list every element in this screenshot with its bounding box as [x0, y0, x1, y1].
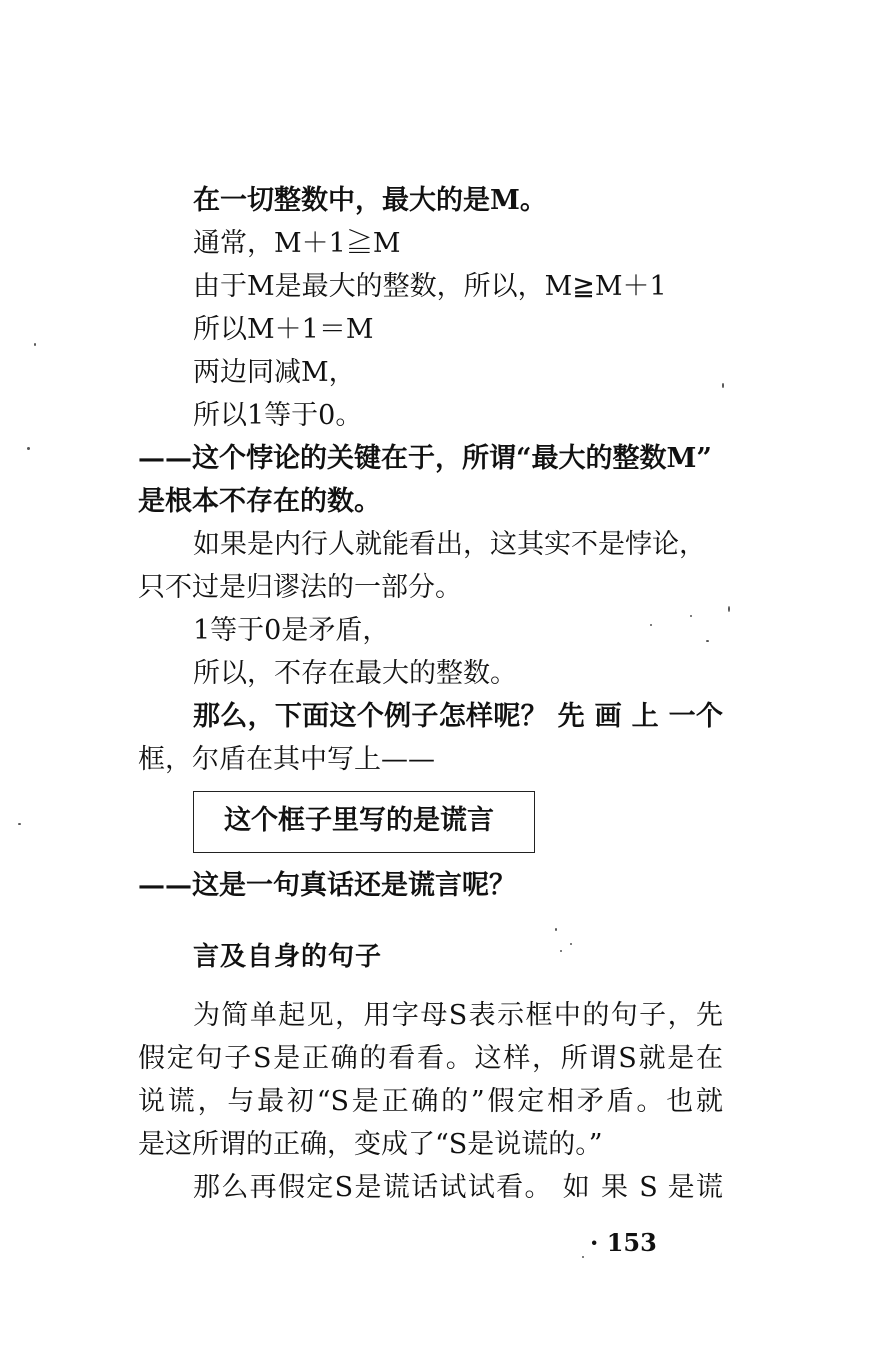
framed-sentence-box — [193, 791, 535, 853]
scan-speck — [690, 615, 692, 617]
text-line: 那么，下面这个例子怎样呢？ 先 画 上 一个 — [193, 701, 723, 732]
text-line: 只不过是归谬法的一部分。 — [138, 572, 462, 603]
scan-speck — [18, 823, 21, 825]
paragraph-line: 假定句子S是正确的看看。这样，所谓S就是在 — [138, 1043, 723, 1074]
scan-speck — [582, 1256, 584, 1258]
scan-speck — [555, 928, 557, 931]
text-line: 在一切整数中，最大的是M。 — [193, 185, 547, 216]
text-line: 框，尔盾在其中写上—— — [138, 744, 435, 775]
page-number: · 153 — [590, 1228, 657, 1257]
text-line: 所以1等于0。 — [193, 400, 363, 431]
scan-speck — [650, 624, 652, 626]
text-line: 如果是内行人就能看出，这其实不是悖论， — [193, 529, 706, 560]
text-line: 由于M是最大的整数，所以，M≧M＋1 — [193, 271, 667, 302]
scan-speck — [570, 943, 572, 945]
text-line: 两边同减M， — [193, 357, 356, 388]
text-line: ——这是一句真话还是谎言呢？ — [138, 870, 516, 901]
scan-speck — [560, 950, 562, 952]
scan-speck — [728, 606, 730, 612]
paragraph-line: 为简单起见，用字母S表示框中的句子，先 — [193, 1000, 723, 1031]
paragraph-line: 那么再假定S是谎话试试看。 如 果 S 是谎 — [193, 1172, 723, 1203]
section-heading: 言及自身的句子 — [193, 942, 383, 972]
scan-speck — [706, 640, 709, 642]
text-line: 所以M＋1＝M — [193, 314, 374, 345]
framed-sentence: 这个框子里写的是谎言 — [224, 805, 494, 836]
text-line: 1等于0是矛盾， — [193, 615, 390, 646]
scan-speck — [722, 383, 724, 388]
scan-speck — [27, 447, 30, 450]
text-line: 所以，不存在最大的整数。 — [193, 658, 517, 689]
text-line: ——这个悖论的关键在于，所谓“最大的整数M” — [138, 443, 712, 474]
text-line: 通常，M＋1≧M — [193, 228, 401, 259]
paragraph-line: 是这所谓的正确，变成了“S是说谎的。” — [138, 1129, 603, 1160]
paragraph-line: 说谎，与最初“S是正确的”假定相矛盾。也就 — [138, 1086, 723, 1117]
text-line: 是根本不存在的数。 — [138, 486, 381, 517]
scan-speck — [34, 343, 36, 346]
